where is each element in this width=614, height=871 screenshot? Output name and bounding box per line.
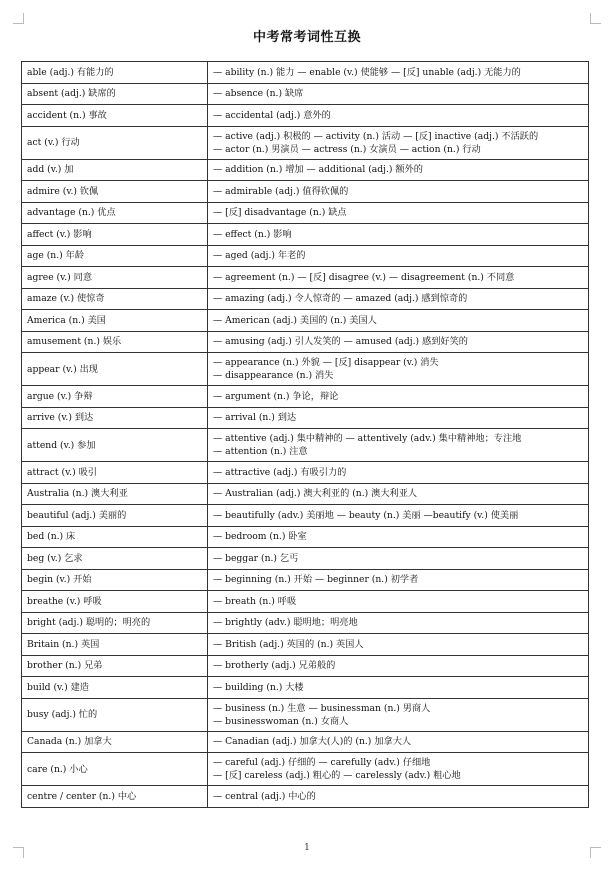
table-row	[22, 353, 589, 386]
base-word-cell: amusement (n.) 娱乐	[22, 331, 208, 353]
derivative-line: — active (adj.) 积极的 — activity (n.) 活动 — [反] inactive (adj.) 不活跃的	[213, 130, 539, 142]
derivative-line: — Australian (adj.) 澳大利亚的 (n.) 澳大利亚人	[213, 488, 418, 500]
base-word-cell: arrive (v.) 到达	[22, 407, 208, 429]
table-row	[22, 267, 589, 289]
derivatives-cell	[208, 786, 589, 808]
table-row	[22, 159, 589, 181]
base-word-cell: Britain (n.) 英国	[22, 634, 208, 656]
derivatives-cell	[208, 634, 589, 656]
derivative-line: — bedroom (n.) 卧室	[213, 531, 307, 543]
base-word-cell: bright (adj.) 聪明的；明亮的	[22, 612, 208, 634]
derivative-line: — careful (adj.) 仔细的 — carefully (adv.) 仔细地	[213, 757, 431, 768]
derivatives-cell	[208, 353, 589, 386]
base-word-cell: bed (n.) 床	[22, 526, 208, 548]
derivatives-cell	[208, 407, 589, 429]
derivative-line: — amazing (adj.) 令人惊奇的 — amazed (adj.) 感到惊奇的	[213, 293, 468, 305]
derivative-line: — [反] disadvantage (n.) 缺点	[213, 207, 347, 219]
base-word-cell: add (v.) 加	[22, 159, 208, 181]
base-word-cell: begin (v.) 开始	[22, 569, 208, 591]
table-row	[22, 677, 589, 699]
base-word-cell: act (v.) 行动	[22, 126, 208, 159]
derivatives-cell	[208, 753, 589, 786]
base-word-cell: affect (v.) 影响	[22, 224, 208, 246]
base-word-cell: beg (v.) 乞求	[22, 548, 208, 570]
table-row	[22, 407, 589, 429]
table-row	[22, 483, 589, 505]
table-row	[22, 698, 589, 731]
derivatives-cell	[208, 731, 589, 753]
derivative-line: — effect (n.) 影响	[213, 228, 292, 240]
derivatives-cell	[208, 181, 589, 203]
word-forms-table	[21, 61, 589, 808]
base-word-cell: advantage (n.) 优点	[22, 202, 208, 224]
table-row	[22, 181, 589, 203]
table-row	[22, 655, 589, 677]
derivatives-cell	[208, 159, 589, 181]
derivatives-cell	[208, 569, 589, 591]
derivatives-cell	[208, 429, 589, 462]
derivative-line: — beggar (n.) 乞丐	[213, 552, 299, 564]
table-row	[22, 753, 589, 786]
derivatives-cell	[208, 505, 589, 527]
derivatives-cell	[208, 126, 589, 159]
derivatives-cell	[208, 224, 589, 246]
base-word-cell: centre / center (n.) 中心	[22, 786, 208, 808]
base-word-cell: agree (v.) 同意	[22, 267, 208, 289]
derivatives-cell	[208, 698, 589, 731]
base-word-cell: admire (v.) 钦佩	[22, 181, 208, 203]
derivative-line: — brotherly (adj.) 兄弟般的	[213, 660, 336, 672]
base-word-cell: accident (n.) 事故	[22, 105, 208, 127]
table-row	[22, 386, 589, 408]
derivative-line: — accidental (adj.) 意外的	[213, 109, 331, 121]
derivative-line: — argument (n.) 争论，辩论	[213, 390, 339, 402]
derivatives-cell	[208, 526, 589, 548]
base-word-cell: busy (adj.) 忙的	[22, 698, 208, 731]
derivative-line: — actor (n.) 男演员 — actress (n.) 女演员 — action (n.) 行动	[213, 143, 481, 155]
base-word-cell: brother (n.) 兄弟	[22, 655, 208, 677]
table-row	[22, 310, 589, 332]
base-word-cell: attend (v.) 参加	[22, 429, 208, 462]
base-word-cell: care (n.) 小心	[22, 753, 208, 786]
table-row	[22, 526, 589, 548]
table-row	[22, 505, 589, 527]
derivative-line: — Canadian (adj.) 加拿大(人)的 (n.) 加拿大人	[213, 736, 412, 748]
derivative-line: — attention (n.) 注意	[213, 446, 308, 457]
derivatives-cell	[208, 202, 589, 224]
derivatives-cell	[208, 548, 589, 570]
derivative-line: — absence (n.) 缺席	[213, 88, 304, 100]
page-number: 1	[304, 843, 310, 853]
base-word-cell: Canada (n.) 加拿大	[22, 731, 208, 753]
derivatives-cell	[208, 462, 589, 484]
derivative-line: — businesswoman (n.) 女商人	[213, 715, 349, 727]
table-row	[22, 126, 589, 159]
base-word-cell: Australia (n.) 澳大利亚	[22, 483, 208, 505]
table-row	[22, 462, 589, 484]
derivatives-cell	[208, 62, 589, 84]
derivative-line: — admirable (adj.) 值得钦佩的	[213, 185, 349, 197]
base-word-cell: build (v.) 建造	[22, 677, 208, 699]
derivatives-cell	[208, 655, 589, 677]
table-row	[22, 612, 589, 634]
derivatives-cell	[208, 267, 589, 289]
base-word-cell: appear (v.) 出现	[22, 353, 208, 386]
derivative-line: — disappearance (n.) 消失	[213, 370, 334, 381]
table-row	[22, 634, 589, 656]
derivative-line: — agreement (n.) — [反] disagree (v.) — disagreement (n.) 不同意	[213, 271, 515, 283]
derivatives-cell	[208, 105, 589, 127]
base-word-cell: absent (adj.) 缺席的	[22, 83, 208, 105]
table-row	[22, 331, 589, 353]
derivative-line: — appearance (n.) 外貌 — [反] disappear (v.) 消失	[213, 357, 439, 368]
derivatives-cell	[208, 386, 589, 408]
table-row	[22, 731, 589, 753]
derivative-line: — American (adj.) 美国的 (n.) 美国人	[213, 314, 377, 326]
table-row	[22, 591, 589, 613]
table-row	[22, 105, 589, 127]
derivatives-cell	[208, 245, 589, 267]
derivative-line: — British (adj.) 英国的 (n.) 英国人	[213, 638, 364, 650]
table-row	[22, 83, 589, 105]
derivatives-cell	[208, 483, 589, 505]
table-row	[22, 224, 589, 246]
derivative-line: — arrival (n.) 到达	[213, 412, 297, 424]
derivatives-cell	[208, 612, 589, 634]
derivatives-cell	[208, 83, 589, 105]
derivative-line: — ability (n.) 能力 — enable (v.) 使能够 — [反] unable (adj.) 无能力的	[213, 66, 521, 78]
table-row	[22, 569, 589, 591]
base-word-cell: age (n.) 年龄	[22, 245, 208, 267]
derivative-line: — amusing (adj.) 引人发笑的 — amused (adj.) 感到好笑的	[213, 336, 468, 348]
derivative-line: — beautifully (adv.) 美丽地 — beauty (n.) 美丽 —beautify (v.) 使美丽	[213, 509, 519, 521]
table-row	[22, 288, 589, 310]
derivatives-cell	[208, 331, 589, 353]
derivative-line: — addition (n.) 增加 — additional (adj.) 额外的	[213, 164, 423, 176]
base-word-cell: beautiful (adj.) 美丽的	[22, 505, 208, 527]
derivative-line: — breath (n.) 呼吸	[213, 595, 297, 607]
base-word-cell: able (adj.) 有能力的	[22, 62, 208, 84]
crop-mark-top-right	[590, 13, 601, 24]
derivative-line: — brightly (adv.) 聪明地；明亮地	[213, 617, 358, 629]
derivatives-cell	[208, 591, 589, 613]
base-word-cell: America (n.) 美国	[22, 310, 208, 332]
derivative-line: — business (n.) 生意 — businessman (n.) 男商人	[213, 702, 431, 714]
base-word-cell: breathe (v.) 呼吸	[22, 591, 208, 613]
base-word-cell: attract (v.) 吸引	[22, 462, 208, 484]
derivatives-cell	[208, 677, 589, 699]
derivative-line: — [反] careless (adj.) 粗心的 — carelessly (adv.) 粗心地	[213, 770, 461, 781]
derivative-line: — attractive (adj.) 有吸引力的	[213, 466, 347, 478]
page-title: 中考常考词性互换	[252, 30, 361, 45]
table-row	[22, 786, 589, 808]
table-row	[22, 548, 589, 570]
base-word-cell: argue (v.) 争辩	[22, 386, 208, 408]
derivative-line: — beginning (n.) 开始 — beginner (n.) 初学者	[213, 574, 419, 586]
derivative-line: — building (n.) 大楼	[213, 681, 304, 693]
table-row	[22, 245, 589, 267]
derivative-line: — central (adj.) 中心的	[213, 790, 316, 802]
derivative-line: — aged (adj.) 年老的	[213, 250, 306, 262]
table-row	[22, 202, 589, 224]
table-row	[22, 429, 589, 462]
derivative-line: — attentive (adj.) 集中精神的 — attentively (adv.) 集中精神地；专注地	[213, 433, 522, 444]
crop-mark-top-left	[13, 13, 24, 24]
base-word-cell: amaze (v.) 使惊奇	[22, 288, 208, 310]
derivatives-cell	[208, 310, 589, 332]
derivatives-cell	[208, 288, 589, 310]
table-row	[22, 62, 589, 84]
